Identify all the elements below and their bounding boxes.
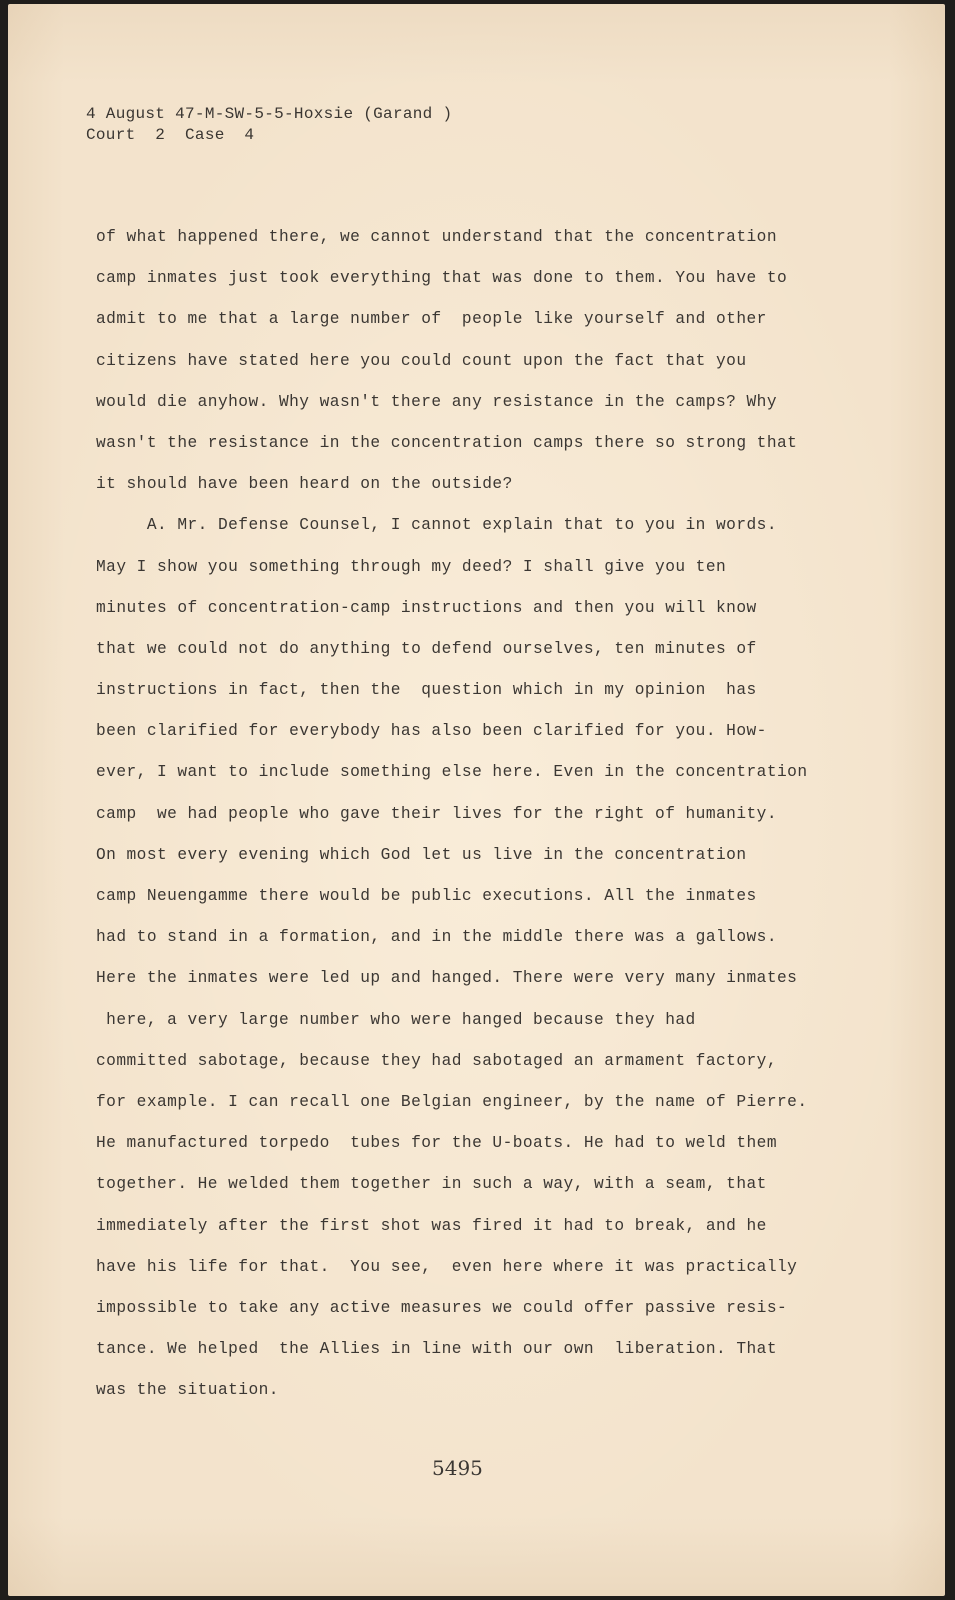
- text-line: tance. We helped the Allies in line with our own liberation. That: [96, 1340, 777, 1359]
- page-number: 5495: [432, 1456, 483, 1480]
- document-header: [86, 104, 452, 146]
- text-line: A. Mr. Defense Counsel, I cannot explain that to you in words.: [96, 516, 777, 535]
- text-line: had to stand in a formation, and in the middle there was a gallows.: [96, 928, 777, 947]
- text-line: it should have been heard on the outside?: [96, 475, 513, 494]
- text-line: immediately after the first shot was fired it had to break, and he: [96, 1216, 767, 1235]
- text-line: He manufactured torpedo tubes for the U-boats. He had to weld them: [96, 1134, 777, 1153]
- text-line: instructions in fact, then the question which in my opinion has: [96, 681, 757, 700]
- text-line: wasn't the resistance in the concentration camps there so strong that: [96, 433, 798, 452]
- text-line: been clarified for everybody has also been clarified for you. How-: [96, 722, 767, 741]
- text-line: committed sabotage, because they had sabotaged an armament factory,: [96, 1051, 777, 1070]
- text-line: was the situation.: [96, 1381, 279, 1400]
- text-line: May I show you something through my deed? I shall give you ten: [96, 557, 727, 576]
- text-line: of what happened there, we cannot understand that the concentration: [96, 228, 777, 246]
- text-line: camp Neuengamme there would be public executions. All the inmates: [96, 887, 757, 905]
- text-line: On most every evening which God let us live in the concentration: [96, 845, 747, 864]
- text-line: ever, I want to include something else here. Even in the concentration: [96, 763, 808, 782]
- transcript-body: [96, 225, 836, 1419]
- document-page: [8, 4, 945, 1596]
- text-line: impossible to take any active measures we could offer passive resis-: [96, 1298, 788, 1317]
- text-line: minutes of concentration-camp instructions and then you will know: [96, 598, 757, 617]
- text-line: admit to me that a large number of people like yourself and other: [96, 310, 767, 329]
- text-line: here, a very large number who were hanged because they had: [96, 1010, 696, 1029]
- text-line: camp inmates just took everything that was done to them. You have to: [96, 269, 788, 288]
- text-line: have his life for that. You see, even here where it was practically: [96, 1257, 798, 1276]
- header-case-reference: 4 August 47-M-SW-5-5-Hoxsie (Garand ): [86, 105, 453, 123]
- text-line: for example. I can recall one Belgian engineer, by the name of Pierre.: [96, 1092, 808, 1111]
- text-line: camp we had people who gave their lives for the right of humanity.: [96, 804, 777, 823]
- text-line: would die anyhow. Why wasn't there any resistance in the camps? Why: [96, 392, 777, 411]
- text-line: citizens have stated here you could count upon the fact that you: [96, 351, 747, 370]
- text-line: that we could not do anything to defend ourselves, ten minutes of: [96, 639, 757, 658]
- header-court-case: Court 2 Case 4: [86, 126, 255, 144]
- text-line: together. He welded them together in such a way, with a seam, that: [96, 1175, 767, 1194]
- text-line: Here the inmates were led up and hanged. There were very many inmates: [96, 969, 798, 988]
